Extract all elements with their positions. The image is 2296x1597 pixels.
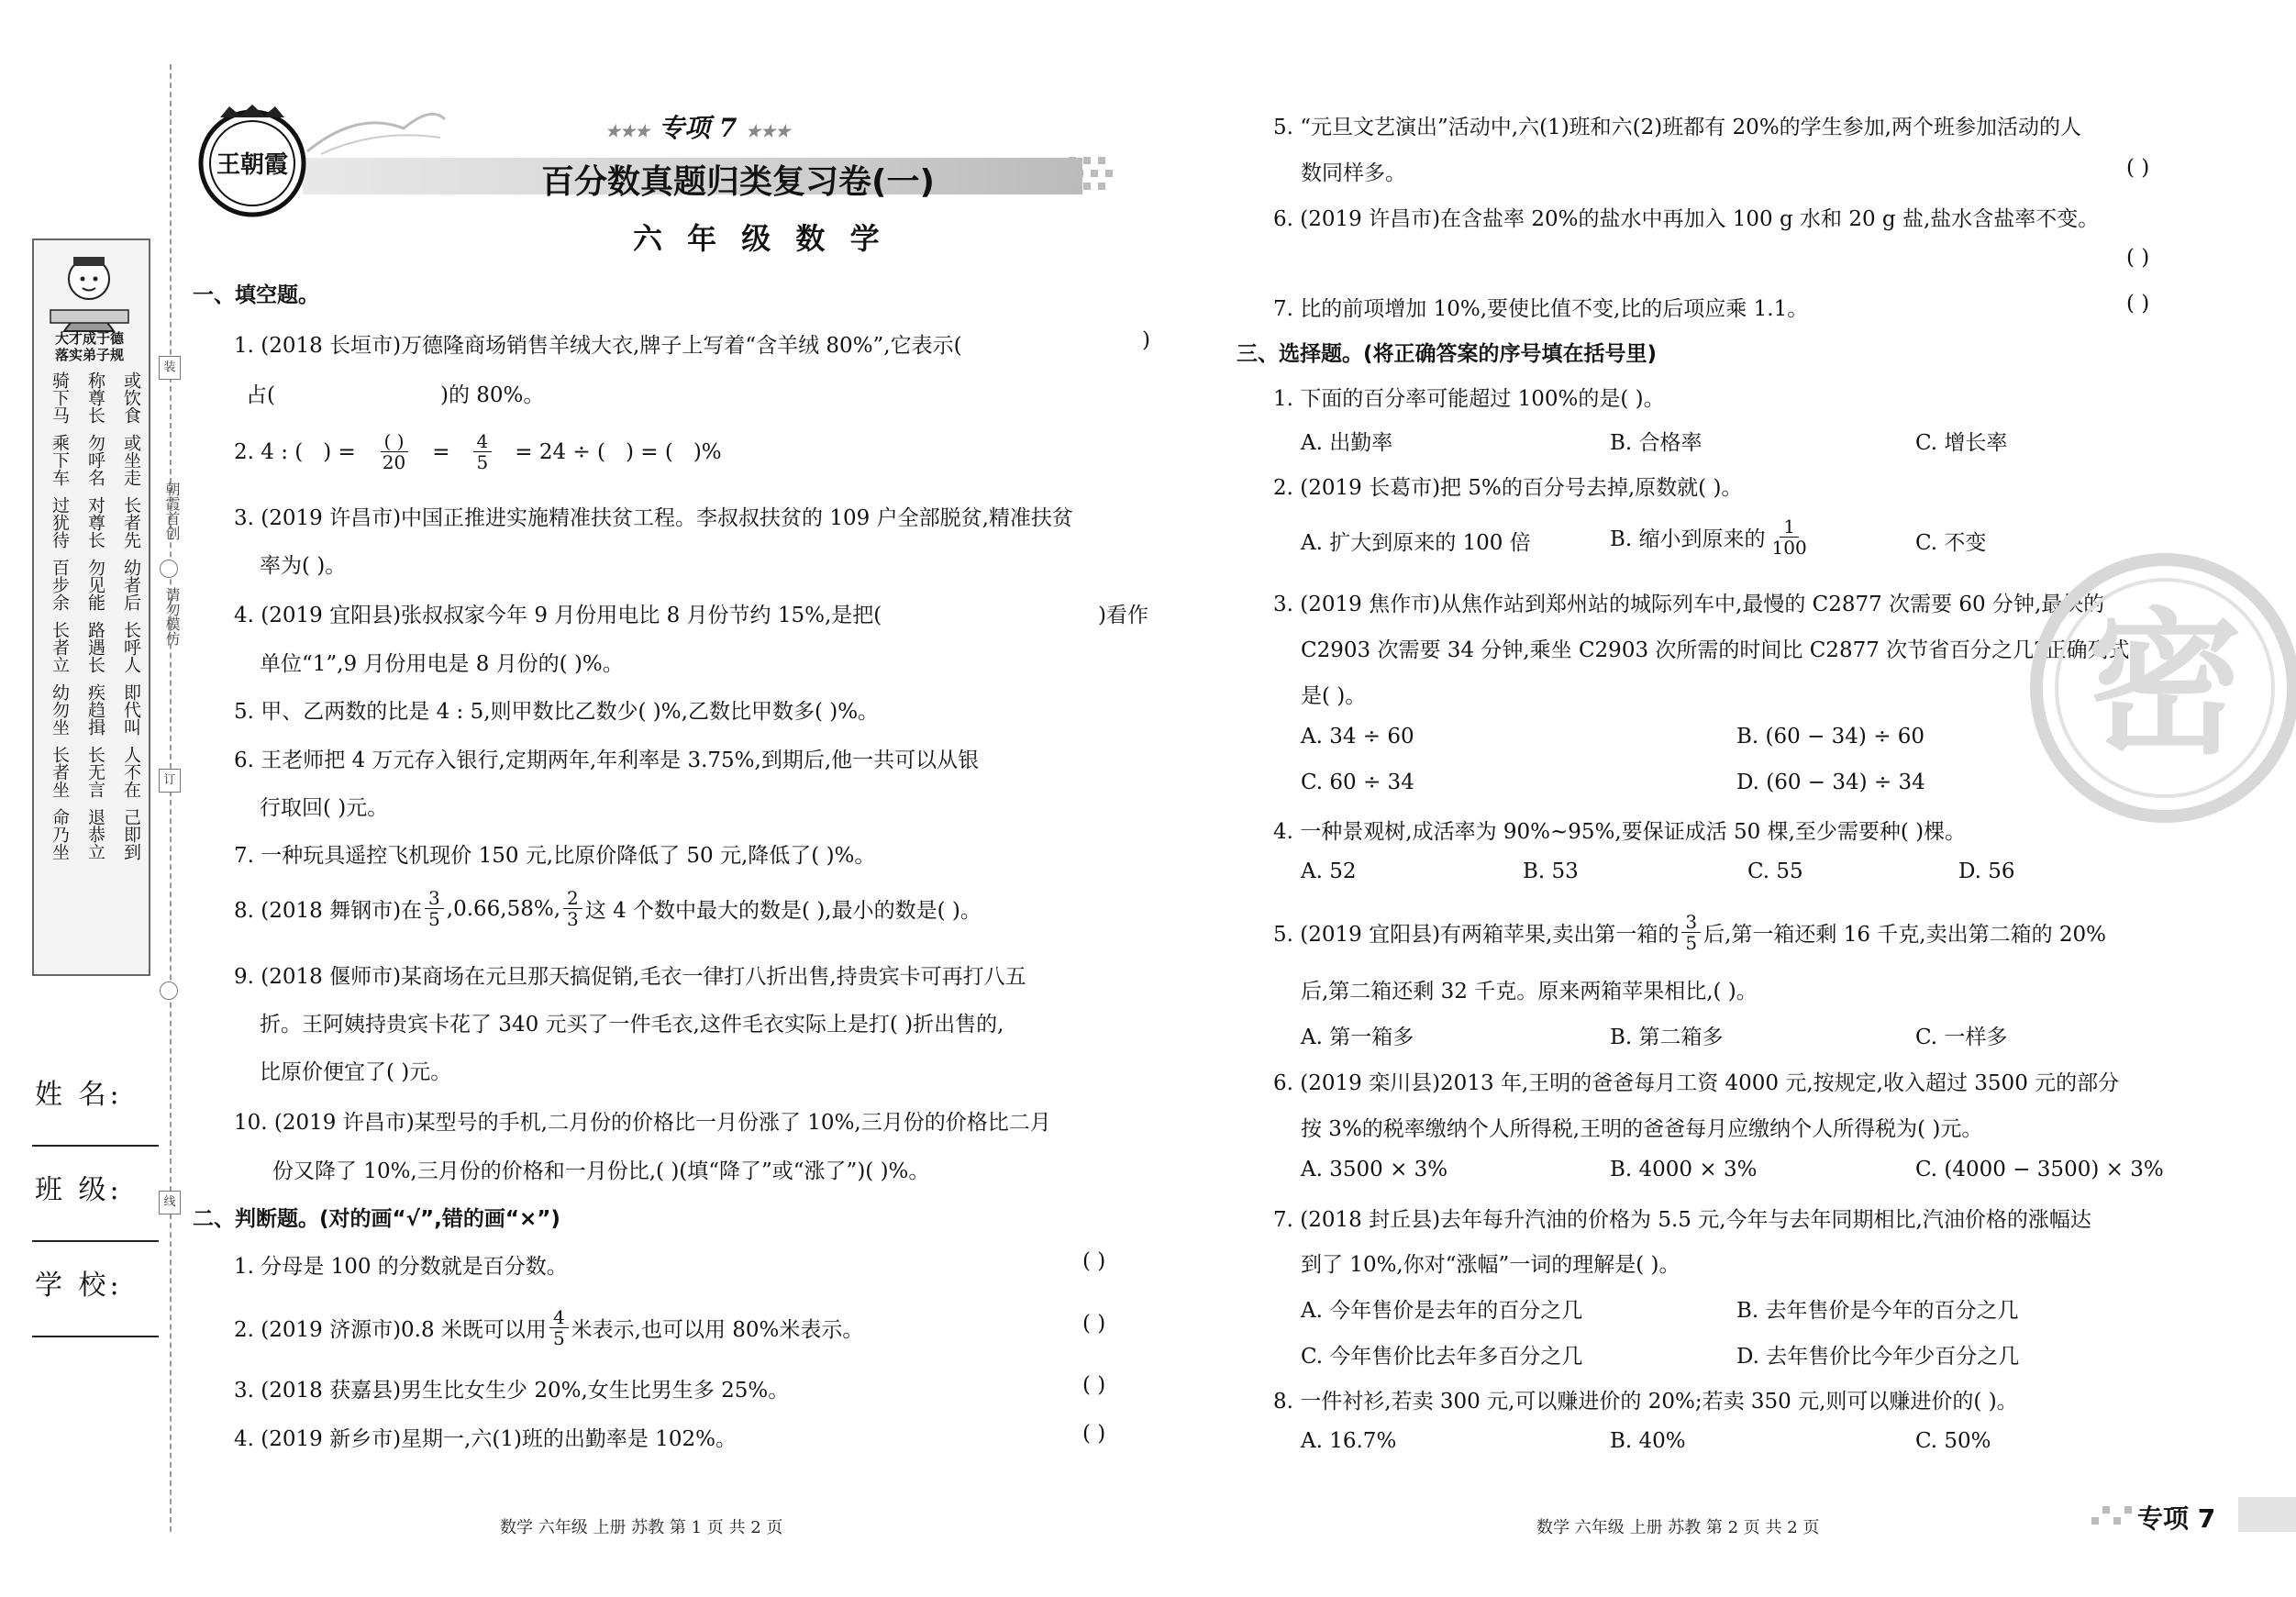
ribbon-swirl-decoration <box>303 101 449 156</box>
fraction-denominator: 20 <box>382 451 406 473</box>
choice-q6-option-b[interactable]: B. 4000 × 3% <box>1610 1158 1758 1181</box>
series-number: 专项 7 <box>659 113 738 143</box>
choice-q2-stem: 2. (2019 长葛市)把 5%的百分号去掉,原数就( )。 <box>1273 476 1743 500</box>
judge-q4: 4. (2019 新乡市)星期一,六(1)班的出勤率是 102%。 <box>234 1427 738 1451</box>
choice-q3-line1: 3. (2019 焦作市)从焦作站到郑州站的城际列车中,最慢的 C2877 次需要 60 分钟,最快的 <box>1273 593 2105 616</box>
fraction-denominator: 100 <box>1771 537 1807 559</box>
choice-q2-option-b[interactable] <box>1610 516 1814 558</box>
cut-mark-xian: 线 <box>159 1191 181 1214</box>
rule-text: 百步余 <box>50 559 70 611</box>
choice-q3-option-d[interactable]: D. (60 − 34) ÷ 34 <box>1736 771 1925 794</box>
q2-part-f: )% <box>693 439 722 464</box>
rule-row <box>44 621 139 673</box>
rule-text: 命乃坐 <box>50 808 70 860</box>
choice-q6-option-a[interactable]: A. 3500 × 3% <box>1301 1158 1448 1181</box>
rule-text: 长无言 <box>85 746 105 798</box>
rule-text: 退恭立 <box>85 808 105 860</box>
q2-fraction-2 <box>473 431 493 472</box>
q1-line2b: )的 80%。 <box>440 383 545 407</box>
fraction-numerator: 4 <box>549 1307 569 1328</box>
q1-paren-close: ) <box>1142 328 1150 352</box>
q3-line2: 率为( )。 <box>260 554 347 578</box>
corner-bar <box>2238 1497 2296 1532</box>
choice-q4-option-c[interactable]: C. 55 <box>1747 859 1803 883</box>
judge-q2-answer-box[interactable]: ( ) <box>1082 1312 1106 1336</box>
rule-text: 骑下马 <box>50 372 70 424</box>
rule-row <box>44 559 139 611</box>
punch-hole-icon <box>160 981 178 1000</box>
q8-part-a: 8. (2018 舞钢市)在 <box>234 899 423 923</box>
fraction-numerator: 4 <box>473 431 493 452</box>
paper-title: 百分数真题归类复习卷(一) <box>541 163 935 201</box>
fraction-numerator: 2 <box>563 888 582 909</box>
q9-line1: 9. (2018 偃师市)某商场在元旦那天搞促销,毛衣一律打八折出售,持贵宾卡可再打八五 <box>234 965 1026 989</box>
motto-line-1: 大才成于德 <box>54 330 124 347</box>
judge-q5-line1: 5. “元旦文艺演出”活动中,六(1)班和六(2)班都有 20%的学生参加,两个班参加活动的人 <box>1273 116 2081 139</box>
judge-q2 <box>234 1307 863 1348</box>
rule-row <box>44 434 139 486</box>
choice-q1-option-c[interactable]: C. 增长率 <box>1915 431 2008 455</box>
q2-fraction-1 <box>379 431 409 472</box>
rule-text: 长者坐 <box>50 746 70 798</box>
judge-q4-answer-box[interactable]: ( ) <box>1082 1422 1106 1446</box>
choice-q4-stem: 4. 一种景观树,成活率为 90%~95%,要保证成活 50 棵,至少需要种( )棵。 <box>1273 820 1967 844</box>
choice-q3-option-c[interactable]: C. 60 ÷ 34 <box>1301 771 1414 794</box>
choice-q8-option-c[interactable]: C. 50% <box>1915 1429 1991 1453</box>
rule-text: 即代叫 <box>121 683 141 736</box>
q9-line3: 比原价便宜了( )元。 <box>260 1060 452 1084</box>
fraction-denominator: 5 <box>428 908 440 930</box>
choice-q3-option-a[interactable]: A. 34 ÷ 60 <box>1301 725 1414 749</box>
judge-q7: 7. 比的前项增加 10%,要使比值不变,比的后项应乘 1.1。 <box>1273 297 1809 321</box>
q4-line1-end: )看作 <box>1098 604 1148 627</box>
section-judge-title: 二、判断题。(对的画“√”,错的画“×”) <box>193 1207 560 1231</box>
footer-page-2: 数学 六年级 上册 苏教 第 2 页 共 2 页 <box>1536 1518 1820 1537</box>
choice-q5-option-a[interactable]: A. 第一箱多 <box>1301 1026 1414 1049</box>
rule-text: 人不在 <box>121 746 141 798</box>
paper-subtitle: 六 年 级 数 学 <box>633 221 887 256</box>
choice-q8-stem: 8. 一件衬衫,若卖 300 元,可以赚进价的 20%;若卖 350 元,则可以赚进价的( )。 <box>1273 1390 2018 1414</box>
choice-q6-line1: 6. (2019 栾川县)2013 年,王明的爸爸每月工资 4000 元,按规定,收入超过 3500 元的部分 <box>1273 1071 2120 1095</box>
motto-line-2: 落实弟子规 <box>54 347 124 363</box>
q10-line2: 份又降了 10%,三月份的价格和一月份比,( )(填“降了”或“涨了”)( )%。 <box>272 1159 930 1183</box>
choice-q5-fraction <box>1681 912 1701 953</box>
choice-q6-line2: 按 3%的税率缴纳个人所得税,王明的爸爸每月应缴纳个人所得税为( )元。 <box>1301 1117 1983 1141</box>
q3-line1: 3. (2019 许昌市)中国正推进实施精准扶贫工程。李叔叔扶贫的 109 户全部脱贫,精准扶贫 <box>234 506 1073 530</box>
choice-q6-option-c[interactable]: C. (4000 − 3500) × 3% <box>1915 1158 2164 1181</box>
q6-line1: 6. 王老师把 4 万元存入银行,定期两年,年利率是 3.75%,到期后,他一共可以从银 <box>234 749 980 772</box>
judge-q5-answer-box[interactable]: ( ) <box>2126 156 2150 180</box>
q4-line1: 4. (2019 宜阳县)张叔叔家今年 9 月份用电比 8 月份节约 15%,是把( <box>234 604 882 627</box>
fraction-numerator: 3 <box>1681 912 1701 933</box>
choice-q2-option-c[interactable]: C. 不变 <box>1915 531 1987 555</box>
cut-note-nocopy: 请勿模仿 <box>163 587 181 646</box>
rule-row <box>44 496 139 549</box>
fraction-numerator: 3 <box>425 888 444 909</box>
q2-part-a: 2. 4 : ( <box>234 439 304 464</box>
choice-q5-part-b: 后,第一箱还剩 16 千克,卖出第二箱的 20% <box>1703 923 2107 947</box>
q5-line: 5. 甲、乙两数的比是 4 : 5,则甲数比乙数少( )%,乙数比甲数多( )%。 <box>234 700 880 724</box>
fraction-numerator: 1 <box>1780 516 1799 538</box>
choice-q8-option-b[interactable]: B. 40% <box>1610 1429 1686 1453</box>
choice-q5-line1 <box>1273 912 2106 953</box>
school-label: 学 校: <box>35 1270 123 1302</box>
q9-line2: 折。王阿姨持贵宾卡花了 340 元买了一件毛衣,这件毛衣实际上是打( )折出售的, <box>260 1013 1004 1037</box>
rule-text: 称尊长 <box>85 372 105 424</box>
choice-q5-part-a: 5. (2019 宜阳县)有两箱苹果,卖出第一箱的 <box>1273 923 1680 947</box>
rule-text: 幼勿坐 <box>50 683 70 736</box>
q2-part-b: ) = <box>323 439 356 464</box>
name-label: 姓 名: <box>35 1079 123 1111</box>
rule-text: 或坐走 <box>121 434 141 486</box>
rule-text: 过犹待 <box>50 496 70 549</box>
rule-text: 幼者后 <box>121 559 141 611</box>
rule-text: 长呼人 <box>121 621 141 673</box>
choice-q7-line1: 7. (2018 封丘县)去年每升汽油的价格为 5.5 元,今年与去年同期相比,汽油价格的涨幅达 <box>1273 1208 2091 1232</box>
fraction-numerator: ( ) <box>381 431 408 452</box>
choice-q4-option-a[interactable]: A. 52 <box>1301 859 1357 883</box>
judge-q2-part-a: 2. (2019 济源市)0.8 米既可以用 <box>234 1318 547 1342</box>
svg-text:密: 密 <box>2086 594 2244 776</box>
star-decoration: ★★★ <box>605 122 650 141</box>
choice-q7-option-d[interactable]: D. 去年售价比今年少百分之几 <box>1736 1345 2020 1369</box>
choice-q3-option-b[interactable]: B. (60 − 34) ÷ 60 <box>1736 725 1925 749</box>
footer-page-1: 数学 六年级 上册 苏教 第 1 页 共 2 页 <box>500 1518 783 1537</box>
judge-q2-fraction <box>549 1307 569 1348</box>
choice-q2-option-a[interactable]: A. 扩大到原来的 100 倍 <box>1301 531 1531 555</box>
choice-q7-option-c[interactable]: C. 今年售价比去年多百分之几 <box>1301 1345 1583 1369</box>
rule-text: 乘下车 <box>50 434 70 486</box>
rule-text: 勿见能 <box>85 559 105 611</box>
judge-q3-answer-box[interactable]: ( ) <box>1082 1373 1106 1397</box>
rule-text: 或饮食 <box>121 372 141 424</box>
confidential-seal-watermark <box>2027 550 2296 826</box>
name-field[interactable] <box>32 1145 159 1147</box>
q8-fraction-1 <box>425 888 444 929</box>
corner-series-label: 专项 7 <box>2137 1503 2216 1534</box>
choice-q7-line2: 到了 10%,你对“涨幅”一词的理解是( )。 <box>1301 1253 1680 1277</box>
fraction-denominator: 5 <box>476 451 489 473</box>
fraction-denominator: 3 <box>567 908 579 930</box>
cut-mark-ding: 订 <box>159 769 181 793</box>
judge-q3: 3. (2018 获嘉县)男生比女生少 20%,女生比男生多 25%。 <box>234 1379 790 1403</box>
svg-text:王朝霞: 王朝霞 <box>216 151 289 179</box>
punch-hole-icon <box>160 560 178 578</box>
rule-row <box>44 683 139 736</box>
rule-row <box>44 372 139 424</box>
judge-q6: 6. (2019 许昌市)在含盐率 20%的盐水中再加入 100 g 水和 20 g 盐,盐水含盐率不变。 <box>1273 207 2100 231</box>
class-label: 班 级: <box>35 1174 123 1206</box>
judge-q1-answer-box[interactable]: ( ) <box>1082 1249 1106 1273</box>
q8-line <box>234 888 982 929</box>
rule-text: 对尊长 <box>85 496 105 549</box>
rule-row <box>44 808 139 860</box>
choice-q1-stem: 1. 下面的百分率可能超过 100%的是( )。 <box>1273 387 1665 411</box>
rule-text: 勿呼名 <box>85 434 105 486</box>
q2-part-e: ) = ( <box>625 439 673 464</box>
judge-q5-line2: 数同样多。 <box>1301 161 1406 185</box>
rule-text: 疾趋揖 <box>85 683 105 736</box>
q10-line1: 10. (2019 许昌市)某型号的手机,二月份的价格比一月份涨了 10%,三月份的价格比二月 <box>234 1111 1051 1135</box>
binding-line <box>170 64 172 1532</box>
section-choice-title: 三、选择题。(将正确答案的序号填在括号里) <box>1237 342 1658 366</box>
mascot-illustration <box>37 244 142 336</box>
sidebar-motto <box>35 330 144 363</box>
choice-q5-line2: 后,第二箱还剩 32 千克。原来两箱苹果相比,( )。 <box>1301 980 1758 1004</box>
judge-q6-answer-box[interactable]: ( ) <box>2126 246 2150 270</box>
choice-q2-option-b-text: B. 缩小到原来的 <box>1610 527 1766 551</box>
wangzhaoxia-logo <box>193 101 312 220</box>
choice-q5-option-c[interactable]: C. 一样多 <box>1915 1026 2008 1049</box>
choice-q5-option-b[interactable]: B. 第二箱多 <box>1610 1026 1724 1049</box>
rule-text: 长者立 <box>50 621 70 673</box>
q8-part-c: 这 4 个数中最大的数是( ),最小的数是( )。 <box>584 899 982 923</box>
rule-text: 长者先 <box>121 496 141 549</box>
q8-fraction-2 <box>563 888 582 929</box>
choice-q7-option-a[interactable]: A. 今年售价是去年的百分之几 <box>1301 1299 1583 1323</box>
choice-q3-line3: 是( )。 <box>1301 684 1367 708</box>
q1-line2a: 占( <box>246 383 275 407</box>
q2-part-c: = <box>432 439 450 464</box>
cut-mark-zhuang: 装 <box>159 356 181 380</box>
dizigui-rules <box>44 372 139 959</box>
choice-q2-fraction <box>1769 516 1811 558</box>
q1-line1: 1. (2018 长垣市)万德隆商场销售羊绒大衣,牌子上写着“含羊绒 80%”,它表示( <box>234 334 962 358</box>
rule-text: 己即到 <box>121 808 141 860</box>
class-field[interactable] <box>32 1240 159 1242</box>
judge-q2-part-b: 米表示,也可以用 80%米表示。 <box>571 1318 864 1342</box>
judge-q7-answer-box[interactable]: ( ) <box>2126 292 2150 316</box>
choice-q8-option-a[interactable]: A. 16.7% <box>1301 1429 1397 1453</box>
choice-q1-option-b[interactable]: B. 合格率 <box>1610 431 1703 455</box>
judge-q1: 1. 分母是 100 的分数就是百分数。 <box>234 1255 568 1279</box>
choice-q4-option-d[interactable]: D. 56 <box>1958 859 2015 883</box>
rule-text: 路遇长 <box>85 621 105 673</box>
fraction-denominator: 5 <box>1685 932 1698 954</box>
fraction-denominator: 5 <box>552 1327 565 1349</box>
rule-row <box>44 746 139 798</box>
q4-line2: 单位“1”,9 月份用电是 8 月份的( )%。 <box>260 652 624 676</box>
choice-q7-option-b[interactable]: B. 去年售价是今年的百分之几 <box>1736 1299 2019 1323</box>
q7-line: 7. 一种玩具遥控飞机现价 150 元,比原价降低了 50 元,降低了( )%。 <box>234 844 876 868</box>
series-label <box>605 108 791 145</box>
choice-q3-line2: C2903 次需要 34 分钟,乘坐 C2903 次所需的时间比 C2877 次节省百分之几?正确列式 <box>1301 638 2130 662</box>
school-field[interactable] <box>32 1336 159 1337</box>
section-fill-title: 一、填空题。 <box>193 283 319 307</box>
choice-q4-option-b[interactable]: B. 53 <box>1523 859 1579 883</box>
q2-line <box>234 431 722 472</box>
q6-line2: 行取回( )元。 <box>260 796 389 820</box>
choice-q1-option-a[interactable]: A. 出勤率 <box>1301 431 1393 455</box>
q8-part-b: ,0.66,58%, <box>446 896 561 921</box>
banner-dots-decoration <box>1069 151 1151 199</box>
star-decoration: ★★★ <box>746 122 791 141</box>
cut-note-original: 朝霞首创 <box>163 482 181 540</box>
q2-part-d: = 24 ÷ ( <box>515 439 605 464</box>
